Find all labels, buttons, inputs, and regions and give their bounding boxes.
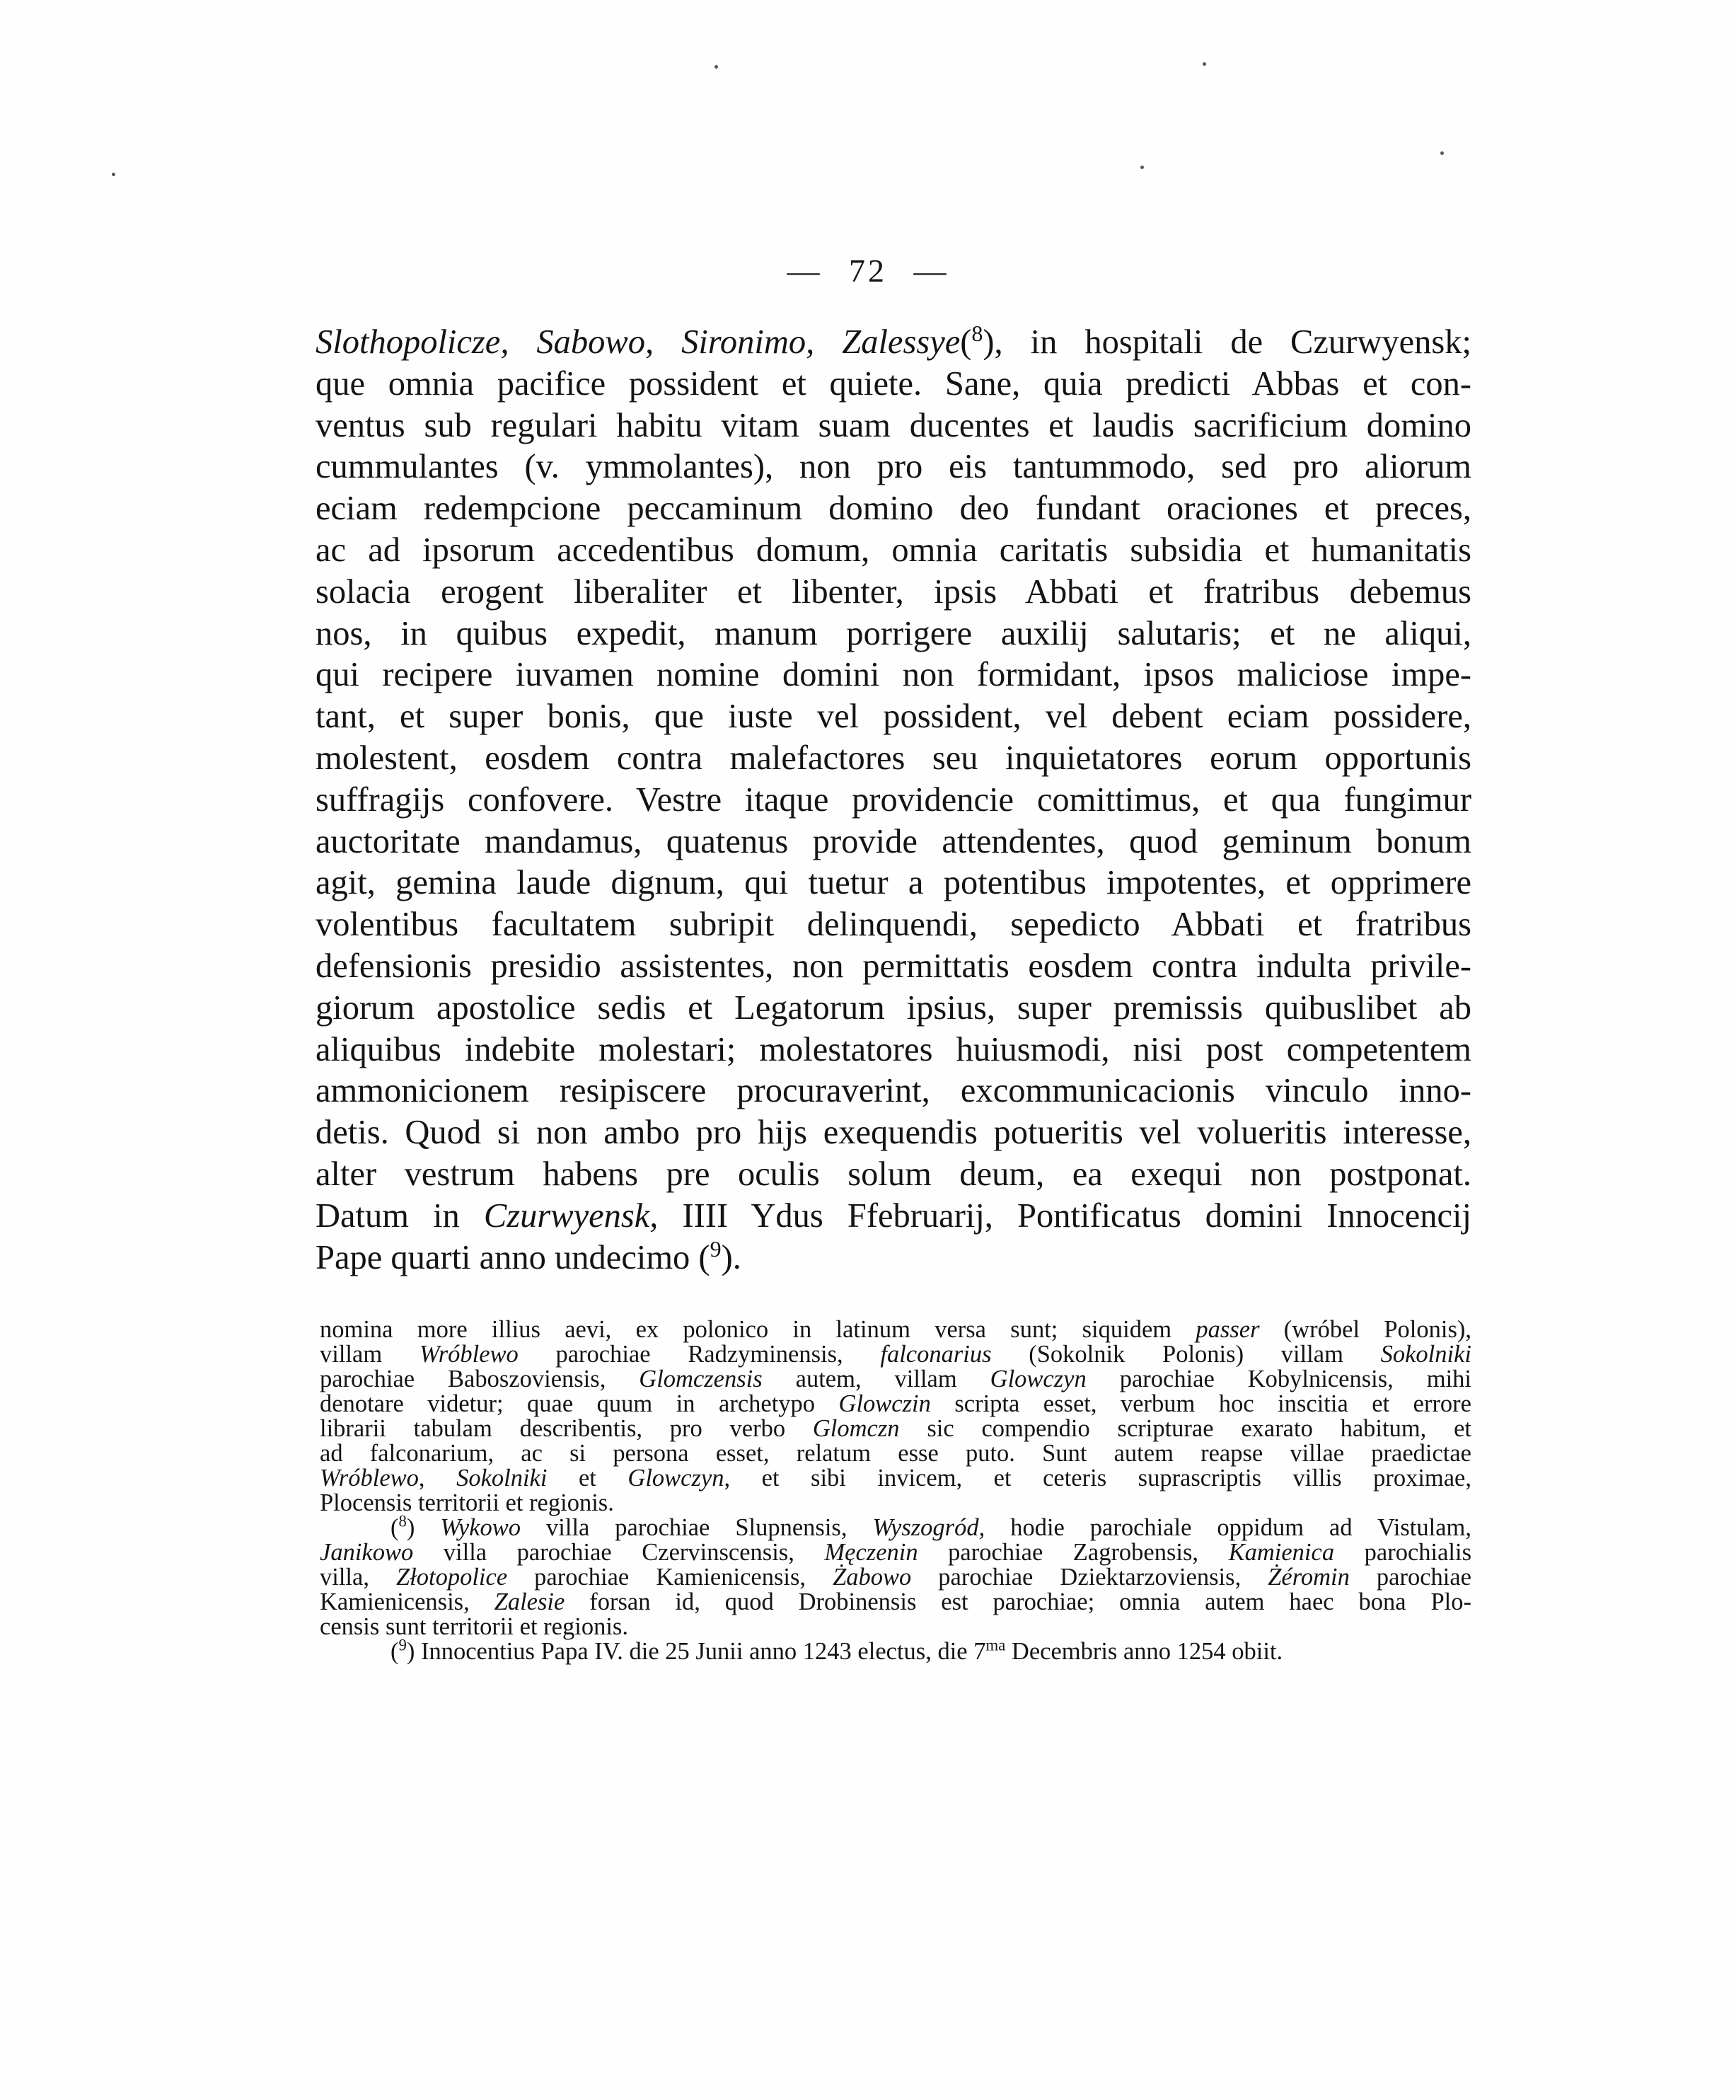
footnote-text: parochiae Kamienicensis, [507, 1564, 833, 1591]
main-text-text: Pape quarti anno undecimo ( [316, 1238, 710, 1276]
main-text-text: detis. Quod si non ambo pro hijs exequendis potueritis vel volueritis interesse, [316, 1114, 1471, 1152]
footnote-line [320, 1441, 1471, 1466]
main-text-line [316, 862, 1471, 904]
footnote-text: Janikowo [320, 1539, 414, 1566]
main-text-text: suffragijs confovere. Vestre itaque providencie comittimus, et qua fungimur [316, 780, 1471, 819]
scan-speck [1140, 166, 1144, 169]
footnote-line [320, 1417, 1471, 1441]
footnote-text: parochiae Baboszoviensis, [320, 1366, 640, 1392]
main-text-line [316, 780, 1471, 821]
footnote-text: ( [390, 1514, 399, 1541]
main-text-line [316, 988, 1471, 1029]
main-text-text: nos, in quibus expedit, manum porrigere auxilij salutaris; et ne aliqui, [316, 614, 1471, 652]
footnote-text: denotare videtur; quae quum in archetypo [320, 1390, 839, 1417]
page-number-dash-right: — [913, 253, 949, 289]
footnote-text: Glomczn [812, 1415, 900, 1442]
main-text-text: Datum in [316, 1196, 484, 1235]
footnote-text: Decembris anno 1254 obiit. [1005, 1638, 1283, 1665]
main-text-line [316, 696, 1471, 738]
footnote-text: Zalesie [494, 1588, 565, 1615]
footnote-text: forsan id, quod Drobinensis est parochiae; omnia autem haec bona Plo- [565, 1588, 1472, 1615]
main-text-text: ventus sub regulari habitu vitam suam ducentes et laudis sacrificium domino [316, 406, 1471, 444]
footnote-text: villa parochiae Czervinscensis, [413, 1539, 825, 1566]
main-text-text: ). [721, 1238, 741, 1276]
footnote-reference: 9 [398, 1636, 407, 1654]
footnote-text: hodie parochiale oppidum ad Vistulam, [985, 1514, 1471, 1541]
footnote-text: ( [390, 1638, 399, 1665]
footnote-text: Żabowo [833, 1564, 912, 1591]
footnote-line [320, 1512, 1471, 1541]
main-text-text: solacia erogent liberaliter et libenter, ipsis Abbati et fratribus debemus [316, 572, 1471, 611]
footnote-line [320, 1565, 1471, 1590]
main-text-line [316, 1196, 1471, 1238]
footnote-reference: ma [985, 1636, 1006, 1654]
main-text-text: ), in hospitali de Czurwyensk; [983, 323, 1471, 361]
main-text-line [316, 821, 1471, 863]
footnote-text: Glowczyn [990, 1366, 1087, 1392]
main-text-text: volentibus facultatem subripit delinquendi, sepedicto Abbati et fratribus [316, 906, 1471, 944]
footnote-text: librarii tabulam describentis, pro verbo [320, 1415, 813, 1442]
main-text-text: eciam redempcione peccaminum domino deo fundant oraciones et preces, [316, 490, 1471, 528]
main-text-line [316, 530, 1471, 572]
footnote-text: censis sunt territorii et regionis. [320, 1613, 628, 1640]
main-text-text: ac ad ipsorum accedentibus domum, omnia caritatis subsidia et humanitatis [316, 531, 1471, 569]
main-text-text: que omnia pacifice possident et quiete. Sane, quia predicti Abbas et con- [316, 364, 1471, 403]
main-text-line [316, 654, 1471, 696]
footnote-line [320, 1636, 1471, 1665]
footnote-text: nomina more illius aevi, ex polonico in latinum versa sunt; siquidem [320, 1316, 1196, 1343]
footnote-line [320, 1466, 1471, 1491]
footnote-text: parochiae Zagrobensis, [918, 1539, 1229, 1566]
footnote-reference: 8 [971, 320, 983, 346]
footnote-text: Plocensis territorii et regionis. [320, 1489, 614, 1516]
main-text-line [316, 1071, 1471, 1112]
main-text-text: Slothopolicze, Sabowo, Sironimo, Zalessye [316, 323, 961, 361]
main-text-text: defensionis presidio assistentes, non permittatis eosdem contra indulta privile- [316, 947, 1471, 985]
footnote-text: parochiae [1349, 1564, 1471, 1591]
main-text-line [316, 322, 1471, 364]
main-text-text: agit, gemina laude dignum, qui tuetur a potentibus impotentes, et opprimere [316, 864, 1471, 902]
footnote-text: ) Innocentius Papa IV. die 25 Junii anno 1243 electus, die 7 [406, 1638, 986, 1665]
main-text-text: molestent, eosdem contra malefactores seu inquietatores eorum opportunis [316, 739, 1471, 777]
main-text-text: qui recipere iuvamen nomine domini non formidant, ipsos maliciose impe- [316, 656, 1471, 694]
main-text-text: aliquibus indebite molestari; molestatores huiusmodi, nisi post competentem [316, 1030, 1471, 1068]
footnote-reference: 9 [710, 1235, 722, 1262]
footnote-text: Glowczin [838, 1390, 931, 1417]
footnote-text: Żéromin [1268, 1564, 1350, 1591]
footnote-text: Wykowo [440, 1514, 521, 1541]
main-text-line [316, 613, 1471, 655]
footnote-text: Glowczyn [627, 1465, 724, 1492]
footnote-text: parochiae Radzyminensis, [518, 1341, 881, 1368]
footnote-line [320, 1615, 1471, 1639]
main-text-text: cummulantes (v. ymmolantes), non pro eis tantummodo, sed pro aliorum [316, 448, 1471, 486]
footnote-text: Kamienicensis, [320, 1588, 494, 1615]
main-text-text: auctoritate mandamus, quatenus provide attendentes, quod geminum bonum [316, 822, 1471, 860]
footnote-text: Sokolniki [456, 1465, 548, 1492]
footnote-text: scripta esset, verbum hoc inscitia et errore [930, 1390, 1471, 1417]
footnote-line [320, 1342, 1471, 1367]
footnote-text: Złotopolice [395, 1564, 508, 1591]
main-text-line [316, 904, 1471, 946]
footnote-line [320, 1590, 1471, 1615]
footnote-line [320, 1392, 1471, 1417]
footnote-text: villa parochiae Slupnensis, [521, 1514, 873, 1541]
main-text-line [316, 1235, 1471, 1279]
scan-speck [1203, 62, 1206, 66]
footnote-text: Kamienica [1228, 1539, 1335, 1566]
main-text-line [316, 1029, 1471, 1071]
footnote-reference: 8 [398, 1512, 407, 1530]
footnote-text: parochiae Dziektarzoviensis, [911, 1564, 1268, 1591]
footnote-text: (wróbel Polonis), [1259, 1316, 1471, 1343]
footnote-text: villam [320, 1341, 419, 1368]
main-text-line [316, 572, 1471, 613]
main-text-text: alter vestrum habens pre oculis solum deum, ea exequi non postponat. [316, 1155, 1471, 1193]
main-text-line [316, 1154, 1471, 1196]
footnote-text: Sokolniki [1380, 1341, 1471, 1368]
footnote-text: (Sokolnik Polonis) villam [991, 1341, 1381, 1368]
footnote-text: passer [1196, 1316, 1260, 1343]
scan-speck [112, 173, 115, 176]
footnote-text: Glomczensis [639, 1366, 763, 1392]
main-text-text: IIII Ydus Ffebruarij, Pontificatus domini Innocencij [658, 1196, 1471, 1235]
footnote-text: parochiae Kobylnicensis, mihi [1086, 1366, 1471, 1392]
footnote-text: ) [406, 1514, 441, 1541]
main-text-line [316, 405, 1471, 447]
scan-speck [714, 65, 718, 69]
main-text-text: giorum apostolice sedis et Legatorum ipsius, super premissis quibuslibet ab [316, 988, 1471, 1027]
footnote-text: Wróblewo [320, 1465, 419, 1492]
page-number: 72 [849, 253, 887, 289]
main-text-text: ( [960, 323, 972, 361]
main-text-line [316, 446, 1471, 488]
footnote-text: Wróblewo [419, 1341, 519, 1368]
footnote-text: villa, [320, 1564, 396, 1591]
main-text-body [316, 322, 1471, 1279]
footnote-text: , [418, 1465, 457, 1492]
footnote-text: et [547, 1465, 628, 1492]
main-text-line [316, 1112, 1471, 1154]
main-text-line [316, 738, 1471, 780]
page-number-dash-left: — [787, 253, 823, 289]
main-text-text: ammonicionem resipiscere procuraverint, excommunicacionis vinculo inno- [316, 1072, 1471, 1110]
footnote-text: falconarius [880, 1341, 992, 1368]
footnote-text: parochialis [1334, 1539, 1472, 1566]
footnote-text: Wyszogród, [872, 1514, 985, 1541]
footnote-text: autem, villam [762, 1366, 990, 1392]
footnote-line [320, 1491, 1471, 1516]
footnote-text: , et sibi invicem, et ceteris suprascriptis villis proximae, [724, 1465, 1471, 1492]
footnote-line [320, 1540, 1471, 1565]
footnote-line [320, 1367, 1471, 1392]
footnote-text: ad falconarium, ac si persona esset, relatum esse puto. Sunt autem reapse villae praedictae [320, 1440, 1471, 1467]
page-number-header [0, 252, 1736, 289]
main-text-line [316, 364, 1471, 405]
main-text-line [316, 946, 1471, 988]
scan-speck [1440, 151, 1444, 155]
footnote-line [320, 1317, 1471, 1342]
footnotes-section [320, 1317, 1471, 1664]
footnote-text: Męczenin [824, 1539, 918, 1566]
main-text-text: tant, et super bonis, que iuste vel possident, vel debent eciam possidere, [316, 698, 1471, 736]
main-text-line [316, 488, 1471, 530]
footnote-text: sic compendio scripturae exarato habitum, et [899, 1415, 1471, 1442]
main-text-text: Czurwyensk, [483, 1196, 659, 1235]
